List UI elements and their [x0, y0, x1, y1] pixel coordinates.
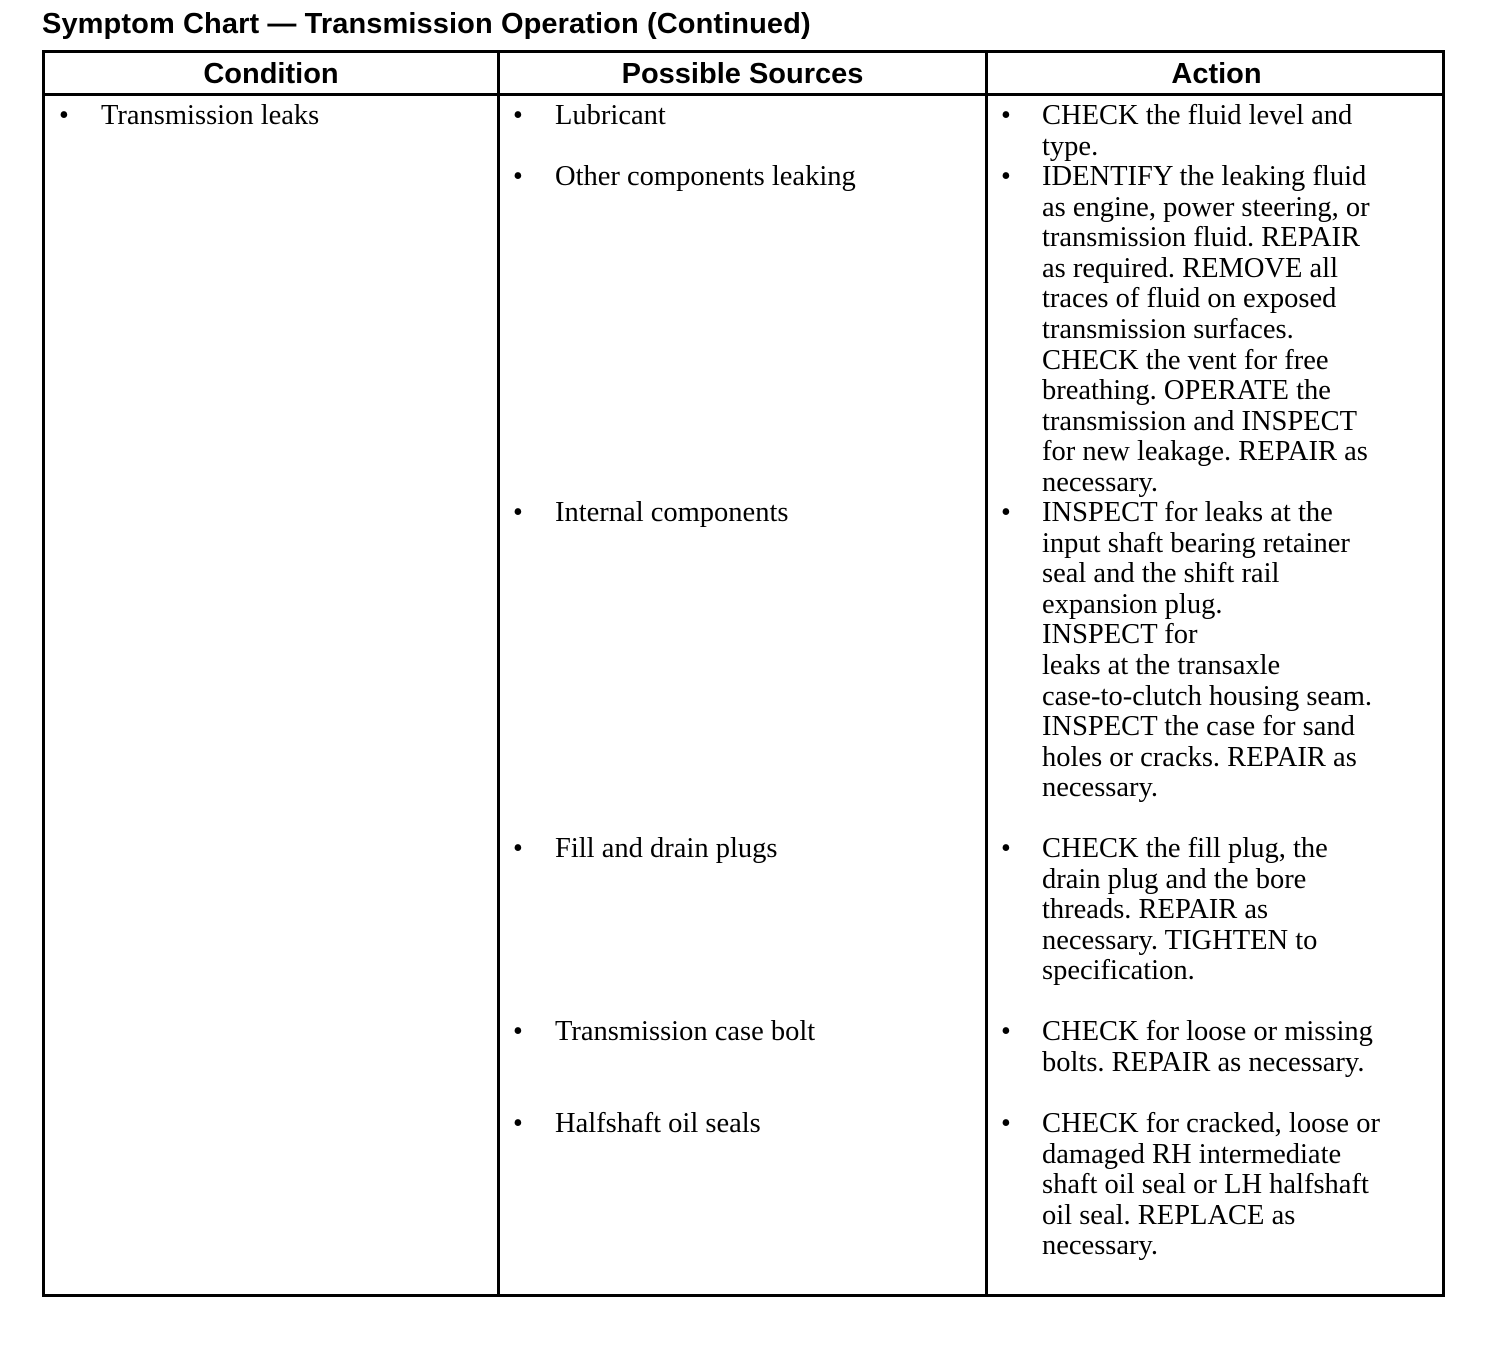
bullet-icon: • [1001, 100, 1011, 131]
source-text: Fill and drain plugs [555, 833, 778, 864]
source-text: Lubricant [555, 100, 666, 131]
bullet-icon: • [1001, 161, 1011, 192]
header-possible-sources: Possible Sources [621, 58, 864, 90]
action-text: CHECK for cracked, loose or damaged RH intermediate shaft oil seal or LH halfshaft oil seal. REPLACE as necessary. [1042, 1108, 1380, 1262]
source-text: Internal components [555, 497, 789, 528]
source-text: Transmission case bolt [555, 1016, 816, 1047]
bullet-icon: • [513, 497, 523, 528]
bullet-icon: • [513, 1108, 523, 1139]
action-text: INSPECT for leaks at the input shaft bearing retainer seal and the shift rail expansion plug. INSPECT for leaks at the transaxle case-to-clutch housing seam. INSPECT the case for sand holes or cracks. REPAIR as necessary. [1042, 497, 1373, 804]
bullet-icon: • [513, 1016, 523, 1047]
action-text: IDENTIFY the leaking fluid as engine, power steering, or transmission fluid. REPAIR as required. REMOVE all traces of fluid on exposed transmission surfaces. CHECK the vent for free breathing. OPERATE the transmission and INSPECT for new leakage. REPAIR as necessary. [1042, 161, 1370, 498]
condition-text: Transmission leaks [101, 100, 320, 131]
action-text: CHECK the fluid level and type. [1042, 100, 1353, 162]
action-text: CHECK for loose or missing bolts. REPAIR as necessary. [1042, 1016, 1373, 1078]
header-divider [45, 93, 1442, 96]
column-divider [497, 53, 500, 1294]
symptom-chart-table [42, 50, 1445, 1297]
action-text: CHECK the fill plug, the drain plug and the bore threads. REPAIR as necessary. TIGHTEN to specification. [1042, 833, 1328, 987]
bullet-icon: • [59, 100, 69, 131]
header-condition: Condition [203, 58, 339, 90]
column-divider [985, 53, 988, 1294]
bullet-icon: • [1001, 497, 1011, 528]
bullet-icon: • [513, 833, 523, 864]
bullet-icon: • [1001, 833, 1011, 864]
page-title: Symptom Chart — Transmission Operation (Continued) [42, 8, 811, 40]
bullet-icon: • [1001, 1016, 1011, 1047]
source-text: Other components leaking [555, 161, 856, 192]
bullet-icon: • [513, 161, 523, 192]
source-text: Halfshaft oil seals [555, 1108, 761, 1139]
header-action: Action [1171, 58, 1262, 90]
bullet-icon: • [1001, 1108, 1011, 1139]
bullet-icon: • [513, 100, 523, 131]
